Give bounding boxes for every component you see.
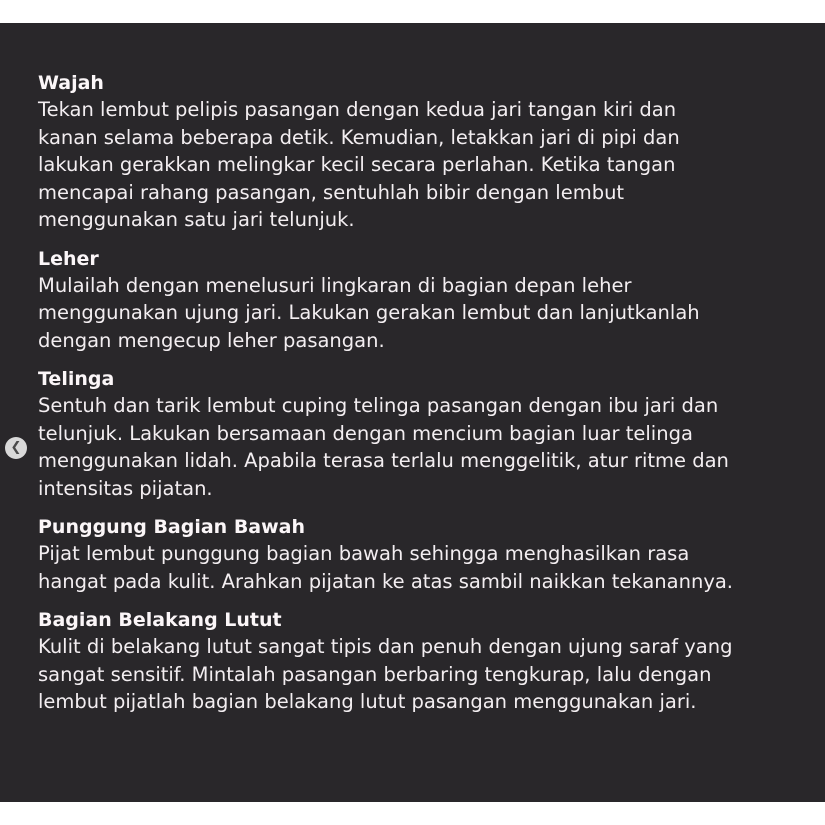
section-body: Kulit di belakang lutut sangat tipis dan penuh dengan ujung saraf yang sangat sensitif. Mintalah pasangan berbaring tengkurap, lalu dengan lembut pijatlah bagian belakang lutut pasangan menggunakan jari. <box>38 635 733 713</box>
section-body: Tekan lembut pelipis pasangan dengan kedua jari tangan kiri dan kanan selama beberapa detik. Kemudian, letakkan jari di pipi dan lakukan gerakkan melingkar kecil secara perlahan. Ketika tangan mencapai rahang pasangan, sentuhlah bibir dengan lembut menggunakan satu jari telunjuk. <box>38 98 680 231</box>
section-heading: Bagian Belakang Lutut <box>38 609 282 631</box>
section-heading: Leher <box>38 247 99 270</box>
section-heading: Punggung Bagian Bawah <box>38 516 306 538</box>
section-heading: Telinga <box>38 368 115 390</box>
section-heading: Wajah <box>38 72 104 94</box>
section-wajah <box>38 71 813 234</box>
section-leher <box>38 247 813 355</box>
section-bagian-belakang-lutut <box>38 608 813 716</box>
carousel-prev-button[interactable] <box>5 437 27 459</box>
carousel-slide <box>0 23 825 802</box>
section-body: Sentuh dan tarik lembut cuping telinga pasangan dengan ibu jari dan telunjuk. Lakukan bersamaan dengan mencium bagian luar telinga menggunakan lidah. Apabila terasa terlalu menggelitik, atur ritme dan intensitas pijatan. <box>38 394 729 500</box>
section-body: Mulailah dengan menelusuri lingkaran di bagian depan leher menggunakan ujung jari. Lakukan gerakan lembut dan lanjutkanlah dengan mengecup leher pasangan. <box>38 273 700 352</box>
chevron-left-icon: ❮ <box>10 440 22 455</box>
slide-content <box>38 71 813 729</box>
section-body: Pijat lembut punggung bagian bawah sehingga menghasilkan rasa hangat pada kulit. Arahkan pijatan ke atas sambil naikkan tekanannya. <box>38 542 734 593</box>
section-telinga <box>38 367 813 502</box>
section-punggung-bagian-bawah <box>38 515 813 595</box>
